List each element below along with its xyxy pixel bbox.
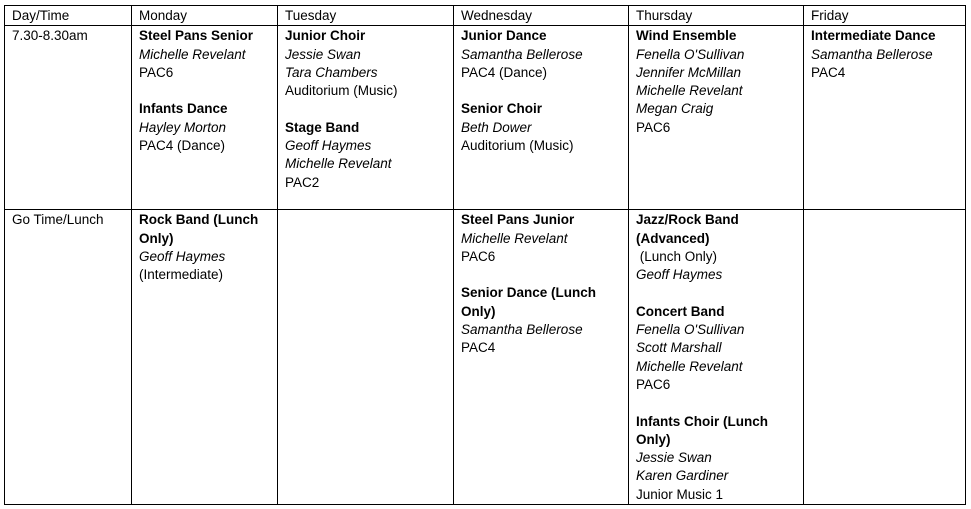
tuesday-cell <box>278 210 454 505</box>
staff-name: Beth Dower <box>461 119 532 135</box>
header-day-time: Day/Time <box>5 6 132 26</box>
staff-name: Samantha Bellerose <box>461 322 583 338</box>
activity-entry <box>636 27 796 137</box>
staff-name: Michelle Revelant <box>636 83 743 99</box>
activity-room: Auditorium (Music) <box>285 83 398 99</box>
wednesday-cell <box>454 26 629 210</box>
friday-cell <box>804 210 966 505</box>
staff-name: Geoff Haymes <box>139 248 226 264</box>
activity-entry <box>461 211 621 266</box>
activity-entry <box>461 27 621 82</box>
activity-note: (Lunch Only) <box>636 248 718 264</box>
staff-name: Jessie Swan <box>636 450 712 466</box>
activity-entry <box>139 100 270 155</box>
thursday-cell <box>629 26 804 210</box>
activity-entry <box>139 211 270 284</box>
monday-cell <box>132 26 278 210</box>
staff-name: Michelle Revelant <box>461 230 568 246</box>
activity-entry <box>285 119 446 192</box>
monday-cell <box>132 210 278 505</box>
tuesday-cell <box>278 26 454 210</box>
header-row <box>5 6 966 26</box>
header-friday: Friday <box>804 6 966 26</box>
header-wednesday: Wednesday <box>454 6 629 26</box>
header-thursday: Thursday <box>629 6 804 26</box>
activity-room: Auditorium (Music) <box>461 138 574 154</box>
header-tuesday: Tuesday <box>278 6 454 26</box>
activity-room: PAC6 <box>636 119 671 135</box>
activity-entry <box>636 413 796 504</box>
activity-name: Steel Pans Junior <box>461 212 575 228</box>
activity-name: Infants Choir (Lunch Only) <box>636 413 768 447</box>
staff-name: Samantha Bellerose <box>811 46 933 62</box>
activity-name: Intermediate Dance <box>811 28 936 44</box>
table-row <box>5 210 966 505</box>
table-row <box>5 26 966 210</box>
staff-name: Tara Chambers <box>285 64 378 80</box>
activity-name: Jazz/Rock Band (Advanced) <box>636 212 739 246</box>
thursday-cell <box>629 210 804 505</box>
activity-name: Concert Band <box>636 303 725 319</box>
activity-name: Senior Choir <box>461 101 543 117</box>
activity-entry <box>285 27 446 100</box>
staff-name: Fenella O'Sullivan <box>636 46 745 62</box>
activity-room: PAC4 <box>811 64 846 80</box>
staff-name: Scott Marshall <box>636 340 722 356</box>
activity-entry <box>461 100 621 155</box>
friday-cell <box>804 26 966 210</box>
staff-name: Michelle Revelant <box>285 156 392 172</box>
staff-name: Geoff Haymes <box>636 267 723 283</box>
activity-room: PAC4 (Dance) <box>139 138 226 154</box>
staff-name: Jessie Swan <box>285 46 361 62</box>
staff-name: Michelle Revelant <box>139 46 246 62</box>
activity-room: PAC6 <box>636 376 671 392</box>
wednesday-cell <box>454 210 629 505</box>
staff-name: Karen Gardiner <box>636 468 729 484</box>
activity-name: Steel Pans Senior <box>139 28 254 44</box>
activity-entry <box>461 284 621 357</box>
activity-entry <box>139 27 270 82</box>
staff-name: Fenella O'Sullivan <box>636 322 745 338</box>
timetable <box>4 5 966 505</box>
activity-name: Junior Choir <box>285 28 366 44</box>
activity-room: Junior Music 1 <box>636 486 724 502</box>
activity-name: Rock Band (Lunch Only) <box>139 212 259 246</box>
activity-room: PAC4 (Dance) <box>461 64 548 80</box>
staff-name: Michelle Revelant <box>636 358 743 374</box>
header-monday: Monday <box>132 6 278 26</box>
activity-room: PAC2 <box>285 174 320 190</box>
activity-entry <box>636 211 796 284</box>
activity-name: Senior Dance (Lunch Only) <box>461 285 597 319</box>
staff-name: Samantha Bellerose <box>461 46 583 62</box>
staff-name: Megan Craig <box>636 101 714 117</box>
staff-name: Geoff Haymes <box>285 138 372 154</box>
time-cell: Go Time/Lunch <box>5 210 132 505</box>
activity-entry <box>811 27 958 82</box>
activity-room: PAC4 <box>461 340 496 356</box>
activity-name: Infants Dance <box>139 101 228 117</box>
time-cell: 7.30-8.30am <box>5 26 132 210</box>
activity-room: PAC6 <box>139 64 174 80</box>
activity-room: PAC6 <box>461 248 496 264</box>
activity-name: Wind Ensemble <box>636 28 737 44</box>
activity-room: (Intermediate) <box>139 267 224 283</box>
activity-name: Stage Band <box>285 119 360 135</box>
activity-entry <box>636 303 796 394</box>
staff-name: Hayley Morton <box>139 119 227 135</box>
staff-name: Jennifer McMillan <box>636 64 742 80</box>
activity-name: Junior Dance <box>461 28 547 44</box>
